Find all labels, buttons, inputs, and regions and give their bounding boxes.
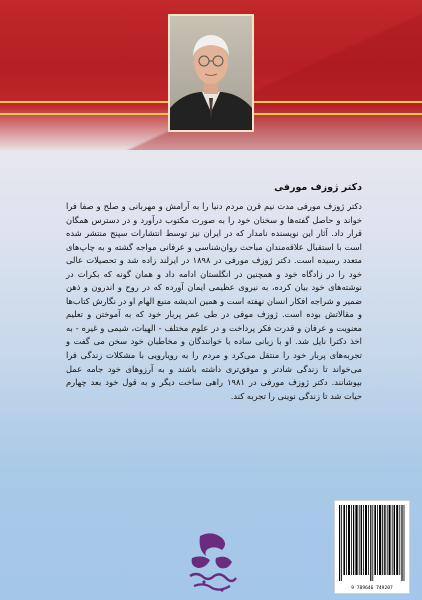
publisher-logo-icon [182, 532, 242, 596]
author-portrait-icon [168, 14, 254, 132]
author-heading: دکتر ژوزف مورفی [274, 182, 362, 193]
barcode [334, 500, 410, 594]
isbn-number: 9 789646 749207 [351, 586, 393, 591]
author-biography: دکتر ژوزف مورفی مدت نیم قرن مردم دنیا را به آرامش و مهربانی و صلح و صفا فرا خواند و حاصل گفته‌ها و سخنان خود را به صورت مکتوب درآورد و در دسترس همگان قرار داد. آثار این نویسنده نامدار که در ایران نیز توسط انتشارات سپنج منتشر شده است با استقبال علاقه‌مندان مباحث روان‌شناسی و عرفانی مواجه گشته و به چاپ‌های متعدد رسیده است. دکتر ژوزف مورفی در ۱۸۹۸ در ایرلند زاده شد و تحصیلات عالی خود را در زادگاه خود و همچنین در انگلستان ادامه داد و همان گونه که بکرات در نوشته‌های خود بیان کرده، به نیروی عظیمی ایمان آورده که در روح و اندرون و ذهن ضمیر و شراجه افکار انسان نهفته است و همین اندیشه منبع الهام او در نگارش کتاب‌ها و مقالاتش بوده است. ژوزف موفی در طی عمر پربار خود که به آموختن و تعلیم معنویت و عرفان و قدرت فکر پرداخت و در علوم مختلف - الهیات، شیمی و غیره - به اخذ دکترا نایل شد. او با زبانی ساده با خوانندگان و مخاطبان خود سخن می گفت و تجربه‌های پربار خود را منتقل می‌کرد و مردم را به رویارویی با مشکلات زندگی فرا می‌خواند تا زندگی شادتر و موفق‌تری داشته باشند و به آرزوهای خود جامه عمل بپوشانند. دکتر ژوزف مورفی در ۱۹۸۱ راهی ساخت دیگر و به قول خود بعد چهارم حیات شد تا زندگی نوینی را تجربه کند. [66, 201, 362, 401]
barcode-bars [339, 505, 405, 581]
